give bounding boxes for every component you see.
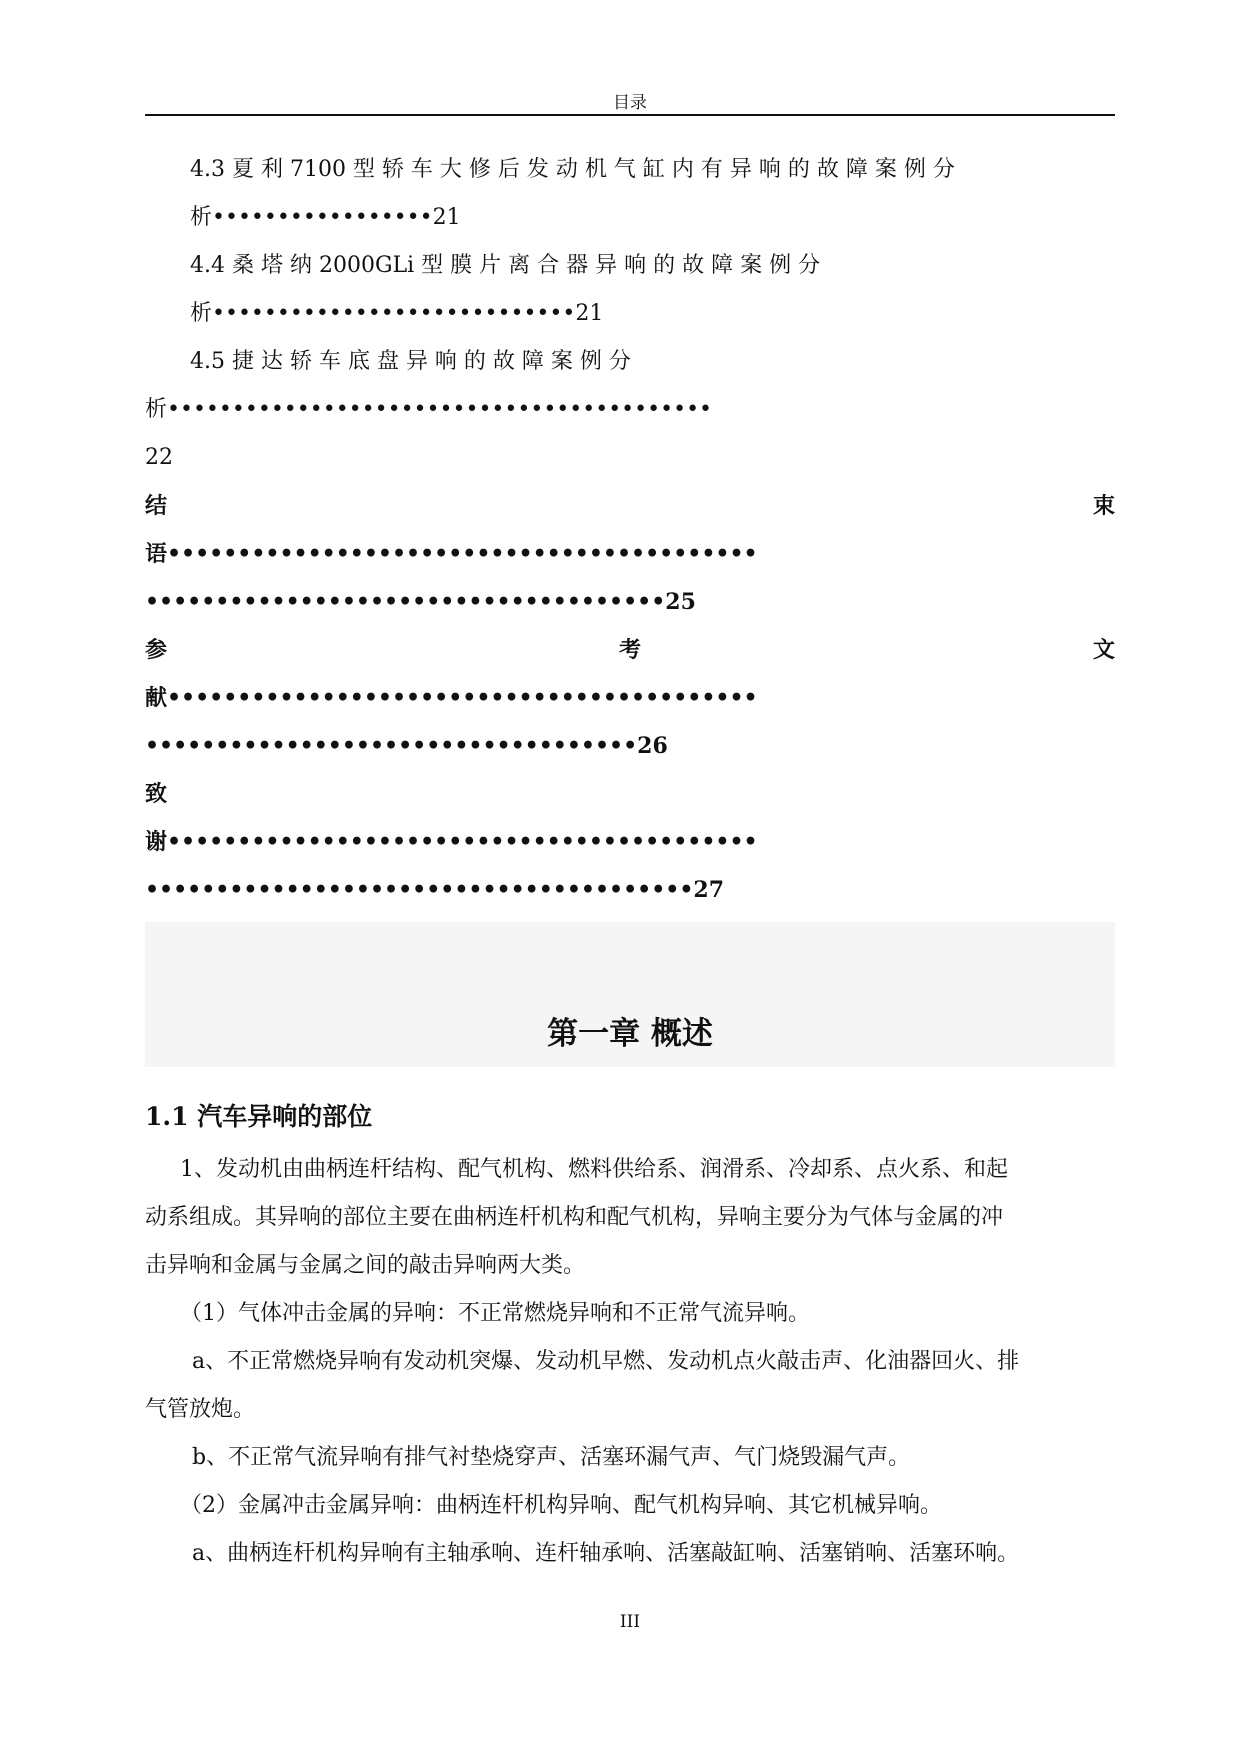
paragraph-line: （2）金属冲击金属异响：曲柄连杆机构异响、配气机构异响、其它机械异响。 [180,1493,942,1518]
toc-line-references-page: •••••••••••••••••••••••••••••••••••26 [145,733,668,759]
toc-line-4-5-page: 22 [145,445,173,470]
toc-line-text: 4.3 夏 利 7100 型 轿 车 大 修 后 发 动 机 气 缸 内 有 异 响 的 故 障 案 例 分 [190,157,955,182]
section-title: 1.1 汽车异响的部位 [145,1102,373,1131]
paragraph-line: a、曲柄连杆机构异响有主轴承响、连杆轴承响、活塞敲缸响、活塞销响、活塞环响。 [192,1541,1020,1566]
toc-line-text: 结 束 [145,493,1115,519]
paragraph-line: 动系组成。其异响的部位主要在曲柄连杆机构和配气机构，异响主要分为气体与金属的冲 [145,1205,1004,1230]
toc-line-4-5-dots: 析•••••••••••••••••••••••••••••••••••••••••• [145,397,713,422]
toc-line-conclusion-dots: 语•••••••••••••••••••••••••••••••••••••••••• [145,541,758,567]
toc-line-4-3 [190,150,1115,190]
toc-line-4-3-dots: 析•••••••••••••••••21 [190,205,461,230]
toc-line-4-4 [190,246,1115,286]
toc-line-4-4-dots: 析••••••••••••••••••••••••••••21 [190,301,604,326]
header-rule [145,114,1115,116]
toc-line-text: 4.5 捷 达 轿 车 底 盘 异 响 的 故 障 案 例 分 [190,349,631,374]
paragraph-line: a、不正常燃烧异响有发动机突爆、发动机早燃、发动机点火敲击声、化油器回火、排 [192,1349,1020,1374]
toc-line-text: 参 考 文 [145,637,1115,663]
paragraph-line: 击异响和金属与金属之间的敲击异响两大类。 [145,1253,586,1278]
toc-line-text: 4.4 桑 塔 纳 2000GLi 型 膜 片 离 合 器 异 响 的 故 障 案 例 分 [190,253,821,278]
paragraph-line: 1、发动机由曲柄连杆结构、配气机构、燃料供给系、润滑系、冷却系、点火系、和起 [180,1157,1008,1182]
page-number: III [619,1612,641,1632]
toc-line-references-dots: 献•••••••••••••••••••••••••••••••••••••••••• [145,685,758,711]
page-header: 目录 [613,93,647,113]
toc-line-acknowledgement-page: •••••••••••••••••••••••••••••••••••••••27 [145,877,725,903]
paragraph-line: （1）气体冲击金属的异响：不正常燃烧异响和不正常气流异响。 [180,1301,810,1326]
toc-line-conclusion [145,486,1115,526]
paragraph-line: 气管放炮。 [145,1397,256,1422]
toc-line-acknowledgement: 致 [145,781,168,807]
chapter-title: 第一章 概述 [547,1016,713,1052]
paragraph-line: b、不正常气流异响有排气衬垫烧穿声、活塞环漏气声、气门烧毁漏气声。 [192,1445,911,1470]
toc-line-references [145,630,1115,670]
toc-line-conclusion-page: •••••••••••••••••••••••••••••••••••••25 [145,589,696,615]
toc-line-4-5 [190,342,1115,382]
toc-line-acknowledgement-dots: 谢•••••••••••••••••••••••••••••••••••••••••• [145,829,758,855]
